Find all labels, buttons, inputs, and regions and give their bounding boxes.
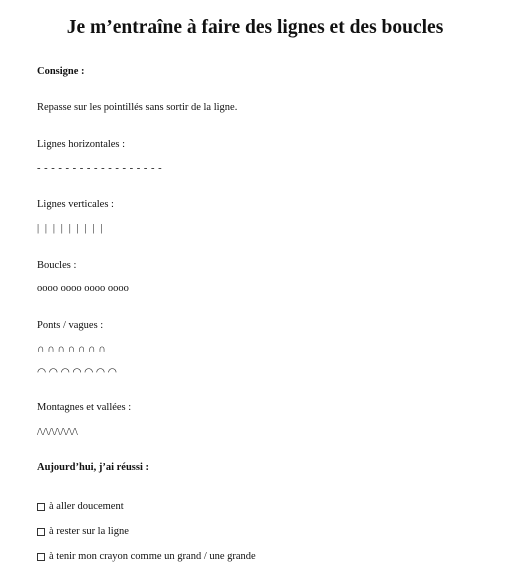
bridges-pattern-2: ◠ ◠ ◠ ◠ ◠ ◠ ◠ xyxy=(37,367,117,378)
bridges-pattern-1: ∩ ∩ ∩ ∩ ∩ ∩ ∩ xyxy=(37,344,106,355)
mountains-label: Montagnes et vallées : xyxy=(37,402,132,413)
checkbox-icon[interactable] xyxy=(37,503,45,511)
checklist-item[interactable] xyxy=(37,525,129,539)
mountains-pattern: /\/\/\/\/\/\/\ xyxy=(37,427,78,438)
checklist-heading: Aujourd’hui, j’ai réussi : xyxy=(37,462,150,473)
loops-label: Boucles : xyxy=(37,260,77,271)
checklist-item-label: à aller doucement xyxy=(49,501,124,512)
horizontal-lines-pattern: - - - - - - - - - - - - - - - - - - xyxy=(37,163,163,174)
loops-pattern: oooo oooo oooo oooo xyxy=(37,283,129,294)
horizontal-lines-label: Lignes horizontales : xyxy=(37,139,126,150)
checklist-item-label: à tenir mon crayon comme un grand / une grande xyxy=(49,551,256,562)
checkbox-icon[interactable] xyxy=(37,528,45,536)
vertical-lines-pattern: | | | | | | | | | xyxy=(37,223,105,234)
page-title: Je m’entraîne à faire des lignes et des boucles xyxy=(66,17,444,38)
instruction-heading: Consigne : xyxy=(37,66,85,77)
instruction-text: Repasse sur les pointillés sans sortir de la ligne. xyxy=(37,102,238,113)
checklist-item-label: à rester sur la ligne xyxy=(49,526,129,537)
bridges-label: Ponts / vagues : xyxy=(37,320,104,331)
vertical-lines-label: Lignes verticales : xyxy=(37,199,114,210)
checkbox-icon[interactable] xyxy=(37,553,45,561)
checklist-item[interactable] xyxy=(37,550,256,564)
checklist-item[interactable] xyxy=(37,500,124,514)
